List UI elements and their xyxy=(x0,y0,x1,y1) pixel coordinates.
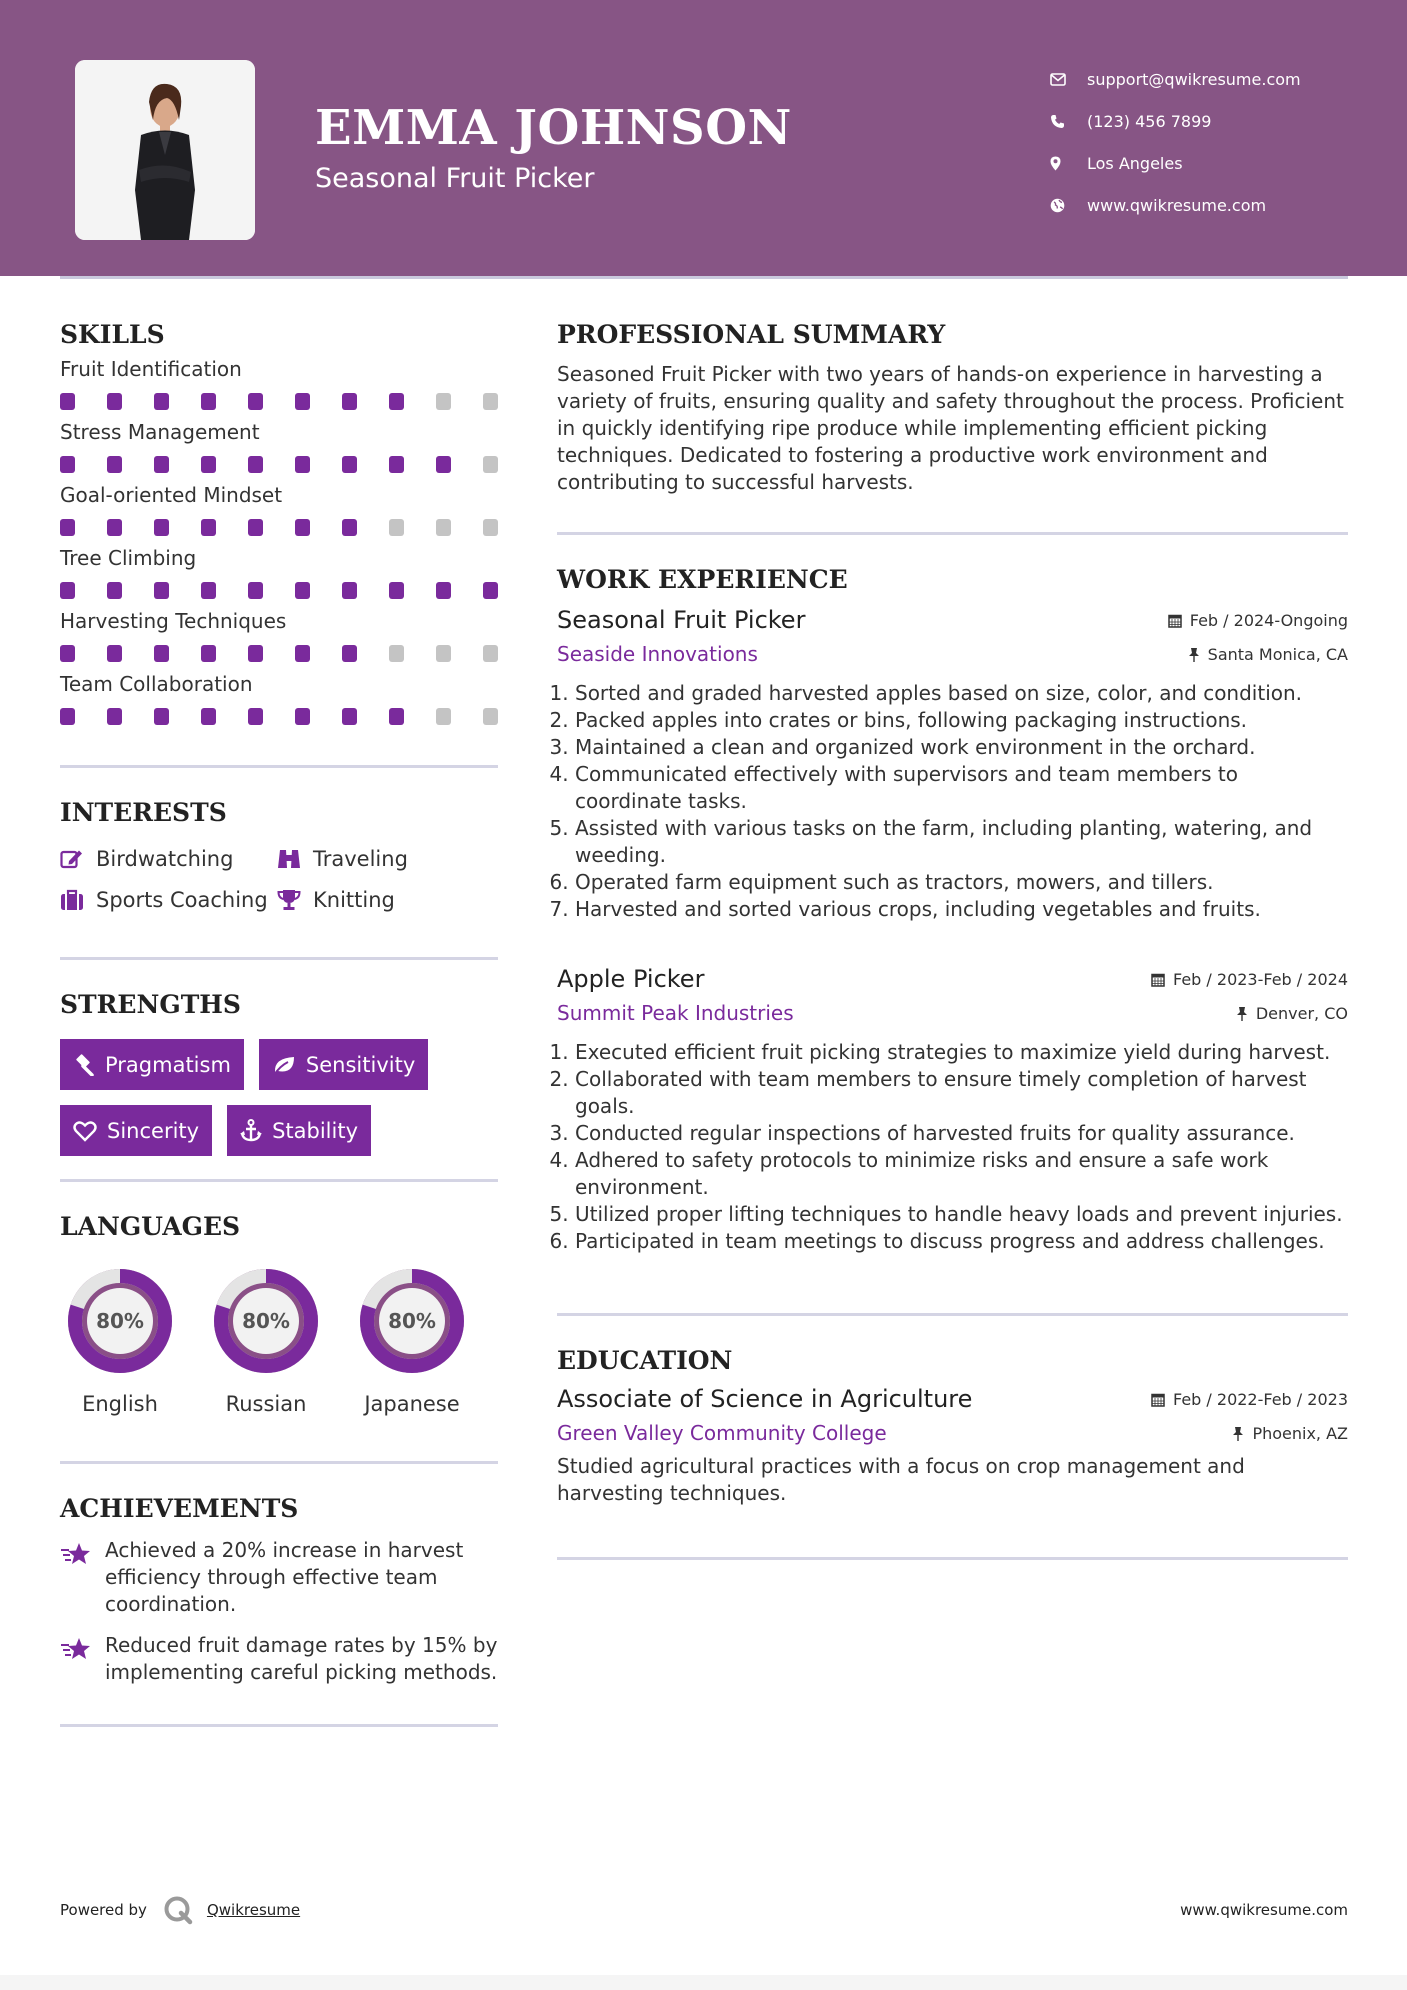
rating-dot-filled xyxy=(389,393,404,410)
page-footer xyxy=(60,1895,1348,1925)
rating-dot-empty xyxy=(436,393,451,410)
job-location-text: Santa Monica, CA xyxy=(1207,644,1348,664)
pin-icon xyxy=(1188,647,1200,662)
language-item xyxy=(206,1261,326,1416)
strength-label: Sensitivity xyxy=(305,1052,416,1077)
list-item: 6. Operated farm equipment such as tractors, mowers, and tillers. xyxy=(575,869,1348,896)
rating-dot-filled xyxy=(389,456,404,473)
skill-rating xyxy=(60,456,498,473)
rating-dot-filled xyxy=(295,645,310,662)
calendar-icon xyxy=(1151,972,1165,987)
language-item xyxy=(60,1261,180,1416)
phone-icon xyxy=(1050,114,1087,129)
interest-label: Sports Coaching xyxy=(96,888,268,912)
rating-dot-filled xyxy=(201,582,216,599)
rating-dot-filled xyxy=(154,393,169,410)
header-divider xyxy=(60,276,1348,279)
rating-dot-filled xyxy=(201,708,216,725)
rating-dot-filled xyxy=(389,582,404,599)
job-entry xyxy=(557,965,1348,1255)
job-location-text: Denver, CO xyxy=(1255,1003,1348,1023)
rating-dot-filled xyxy=(436,456,451,473)
contact-email[interactable] xyxy=(1050,58,1380,100)
contact-email-text: support@qwikresume.com xyxy=(1087,69,1301,89)
language-ring xyxy=(206,1261,326,1381)
rating-dot-filled xyxy=(107,708,122,725)
strength-tag xyxy=(60,1105,212,1156)
rating-dot-filled xyxy=(342,456,357,473)
achievement-item xyxy=(60,1632,498,1686)
contact-location xyxy=(1050,142,1380,184)
rating-dot-empty xyxy=(483,708,498,725)
rating-dot-filled xyxy=(342,645,357,662)
education-title: EDUCATION xyxy=(557,1346,733,1375)
section-divider xyxy=(557,1557,1348,1560)
section-divider xyxy=(60,1724,498,1727)
rating-dot-filled xyxy=(60,393,75,410)
rating-dot-filled xyxy=(60,519,75,536)
pin-icon xyxy=(1236,1006,1248,1021)
rating-dot-empty xyxy=(389,645,404,662)
education-location-text: Phoenix, AZ xyxy=(1252,1423,1348,1443)
page-bottom-band xyxy=(0,1975,1407,1990)
skill-name: Goal-oriented Mindset xyxy=(60,483,283,507)
rating-dot-filled xyxy=(154,645,169,662)
rating-dot-empty xyxy=(436,708,451,725)
rating-dot-filled xyxy=(60,708,75,725)
rating-dot-filled xyxy=(201,393,216,410)
skill-rating xyxy=(60,519,498,536)
strength-tag xyxy=(259,1039,428,1090)
rating-dot-filled xyxy=(248,519,263,536)
interest-label: Traveling xyxy=(313,847,408,871)
language-percent: 80% xyxy=(388,1309,436,1333)
school-name: Green Valley Community College xyxy=(557,1421,887,1445)
language-percent: 80% xyxy=(242,1309,290,1333)
skill-name: Tree Climbing xyxy=(60,546,197,570)
language-percent: 80% xyxy=(96,1309,144,1333)
job-bullets xyxy=(557,680,1348,923)
rating-dot-filled xyxy=(342,393,357,410)
language-item xyxy=(352,1261,472,1416)
calendar-icon xyxy=(1168,613,1182,628)
list-item: 1. Sorted and graded harvested apples based on size, color, and condition. xyxy=(575,680,1348,707)
rating-dot-filled xyxy=(154,519,169,536)
skill-name: Team Collaboration xyxy=(60,672,253,696)
rating-dot-filled xyxy=(342,708,357,725)
skill-item xyxy=(60,357,498,410)
rating-dot-filled xyxy=(154,708,169,725)
contact-location-text: Los Angeles xyxy=(1087,153,1183,173)
rating-dot-filled xyxy=(483,582,498,599)
rating-dot-empty xyxy=(389,519,404,536)
rating-dot-filled xyxy=(342,582,357,599)
rating-dot-filled xyxy=(248,645,263,662)
rating-dot-filled xyxy=(389,708,404,725)
education-location xyxy=(1232,1424,1348,1443)
envelope-icon xyxy=(1050,73,1087,86)
achievement-item xyxy=(60,1537,498,1618)
achievements-list xyxy=(60,1537,498,1686)
section-divider xyxy=(557,1313,1348,1316)
star-icon xyxy=(60,1632,105,1686)
skill-item xyxy=(60,672,498,725)
language-ring xyxy=(60,1261,180,1381)
contact-website[interactable] xyxy=(1050,184,1380,226)
skill-item xyxy=(60,609,498,662)
list-item: 4. Adhered to safety protocols to minimize risks and ensure a safe work environment. xyxy=(575,1147,1348,1201)
rating-dot-filled xyxy=(107,582,122,599)
rating-dot-filled xyxy=(201,645,216,662)
rating-dot-filled xyxy=(60,645,75,662)
pin-icon xyxy=(1232,1426,1244,1441)
rating-dot-filled xyxy=(201,519,216,536)
contact-phone[interactable] xyxy=(1050,100,1380,142)
rating-dot-filled xyxy=(248,582,263,599)
rating-dot-filled xyxy=(295,393,310,410)
rating-dot-filled xyxy=(107,393,122,410)
job-entry xyxy=(557,606,1348,923)
interest-item xyxy=(277,847,497,871)
rating-dot-filled xyxy=(154,582,169,599)
skill-item xyxy=(60,483,498,536)
rating-dot-empty xyxy=(483,519,498,536)
pencil-square-icon xyxy=(60,848,96,870)
skill-rating xyxy=(60,708,498,725)
skills-list xyxy=(60,357,498,725)
qwikresume-logo-icon xyxy=(163,1895,193,1925)
section-divider xyxy=(60,1179,498,1182)
rating-dot-filled xyxy=(295,519,310,536)
skill-item xyxy=(60,546,498,599)
language-name: Japanese xyxy=(364,1392,460,1416)
rating-dot-filled xyxy=(248,708,263,725)
list-item: 6. Participated in team meetings to discuss progress and address challenges. xyxy=(575,1228,1348,1255)
education-date-text: Feb / 2022-Feb / 2023 xyxy=(1173,1390,1348,1409)
leaf-icon xyxy=(272,1054,296,1076)
resume-header xyxy=(0,0,1407,276)
language-name: Russian xyxy=(225,1392,307,1416)
rating-dot-filled xyxy=(248,456,263,473)
job-title: Apple Picker xyxy=(557,965,705,993)
language-ring xyxy=(352,1261,472,1381)
interest-item xyxy=(60,847,277,871)
gavel-icon xyxy=(73,1054,95,1076)
summary-title: PROFESSIONAL SUMMARY xyxy=(557,320,946,349)
footer-website[interactable]: www.qwikresume.com xyxy=(1180,1901,1348,1919)
rating-dot-empty xyxy=(483,645,498,662)
skill-rating xyxy=(60,393,498,410)
rating-dot-filled xyxy=(107,519,122,536)
strength-tag xyxy=(227,1105,371,1156)
job-date xyxy=(1168,611,1348,630)
achievement-text: Achieved a 20% increase in harvest efficiency through effective team coordination. xyxy=(105,1538,464,1616)
strength-label: Sincerity xyxy=(107,1118,200,1143)
rating-dot-empty xyxy=(483,393,498,410)
section-divider xyxy=(557,532,1348,535)
skills-title: SKILLS xyxy=(60,320,165,349)
list-item: 3. Maintained a clean and organized work environment in the orchard. xyxy=(575,734,1348,761)
calendar-icon xyxy=(1151,1392,1165,1407)
interest-label: Birdwatching xyxy=(96,847,234,871)
list-item: 2. Packed apples into crates or bins, following packaging instructions. xyxy=(575,707,1348,734)
map-marker-icon xyxy=(1050,156,1087,171)
company-name: Seaside Innovations xyxy=(557,642,758,666)
achievements-title: ACHIEVEMENTS xyxy=(60,1494,299,1523)
summary-text: Seasoned Fruit Picker with two years of hands-on experience in harvesting a variety of fruits, ensuring quality and safety throughout the process. Proficient in quickly identifying ripe produce while implementing efficient picking techniques. Dedicated to fostering a productive work environment and contributing to successful harvests. xyxy=(557,362,1344,494)
company-name: Summit Peak Industries xyxy=(557,1001,794,1025)
rating-dot-filled xyxy=(60,582,75,599)
candidate-role: Seasonal Fruit Picker xyxy=(315,163,595,194)
interests-list xyxy=(60,847,498,912)
person-portrait-image xyxy=(75,60,255,240)
profile-photo xyxy=(75,60,255,240)
rating-dot-empty xyxy=(436,519,451,536)
briefcase-icon xyxy=(60,889,96,911)
languages-list xyxy=(60,1261,498,1416)
languages-title: LANGUAGES xyxy=(60,1212,241,1241)
experience-title: WORK EXPERIENCE xyxy=(557,565,848,594)
rating-dot-filled xyxy=(201,456,216,473)
brand-link[interactable]: Qwikresume xyxy=(206,1901,301,1919)
skill-name: Stress Management xyxy=(60,420,260,444)
job-date xyxy=(1151,970,1348,989)
rating-dot-filled xyxy=(295,456,310,473)
binoculars-icon xyxy=(277,848,313,870)
star-icon xyxy=(60,1537,105,1618)
candidate-name: EMMA JOHNSON xyxy=(315,100,792,156)
job-location xyxy=(1188,645,1348,664)
strengths-list xyxy=(60,1039,498,1156)
job-date-text: Feb / 2024-Ongoing xyxy=(1189,611,1348,630)
interests-title: INTERESTS xyxy=(60,798,227,827)
job-bullets xyxy=(557,1039,1348,1255)
education-date xyxy=(1151,1390,1348,1409)
powered-by-label: Powered by xyxy=(60,1901,147,1919)
list-item: 5. Utilized proper lifting techniques to handle heavy loads and prevent injuries. xyxy=(575,1201,1348,1228)
section-divider xyxy=(60,957,498,960)
strength-label: Stability xyxy=(272,1118,359,1143)
achievement-text: Reduced fruit damage rates by 15% by implementing careful picking methods. xyxy=(105,1633,498,1684)
powered-by xyxy=(60,1895,300,1925)
skill-rating xyxy=(60,645,498,662)
list-item: 1. Executed efficient fruit picking strategies to maximize yield during harvest. xyxy=(575,1039,1348,1066)
skill-rating xyxy=(60,582,498,599)
anchor-icon xyxy=(240,1119,262,1143)
rating-dot-empty xyxy=(483,456,498,473)
strength-tag xyxy=(60,1039,244,1090)
interest-item xyxy=(277,888,497,912)
rating-dot-filled xyxy=(248,393,263,410)
list-item: 3. Conducted regular inspections of harvested fruits for quality assurance. xyxy=(575,1120,1348,1147)
list-item: 4. Communicated effectively with supervisors and team members to coordinate tasks. xyxy=(575,761,1348,815)
rating-dot-filled xyxy=(107,645,122,662)
heart-icon xyxy=(73,1120,97,1142)
interest-label: Knitting xyxy=(313,888,395,912)
section-divider xyxy=(60,765,498,768)
contact-list xyxy=(1050,58,1380,226)
rating-dot-filled xyxy=(107,456,122,473)
contact-phone-text: (123) 456 7899 xyxy=(1087,111,1212,131)
job-date-text: Feb / 2023-Feb / 2024 xyxy=(1173,970,1348,989)
rating-dot-filled xyxy=(295,582,310,599)
skill-name: Harvesting Techniques xyxy=(60,609,287,633)
skill-name: Fruit Identification xyxy=(60,357,242,381)
list-item: 7. Harvested and sorted various crops, including vegetables and fruits. xyxy=(575,896,1348,923)
strength-label: Pragmatism xyxy=(105,1052,231,1077)
language-name: English xyxy=(82,1392,158,1416)
education-description: Studied agricultural practices with a focus on crop management and harvesting techniques. xyxy=(557,1454,1245,1505)
right-column xyxy=(557,320,1348,1560)
job-title: Seasonal Fruit Picker xyxy=(557,606,806,634)
section-divider xyxy=(60,1461,498,1464)
trophy-icon xyxy=(277,889,313,911)
rating-dot-filled xyxy=(436,582,451,599)
contact-website-text: www.qwikresume.com xyxy=(1087,195,1267,215)
globe-icon xyxy=(1050,198,1087,213)
list-item: 5. Assisted with various tasks on the farm, including planting, watering, and weeding. xyxy=(575,815,1348,869)
rating-dot-filled xyxy=(342,519,357,536)
degree-title: Associate of Science in Agriculture xyxy=(557,1385,973,1413)
left-column xyxy=(60,320,498,1727)
education-entry xyxy=(557,1385,1348,1507)
strengths-title: STRENGTHS xyxy=(60,990,241,1019)
rating-dot-empty xyxy=(436,645,451,662)
list-item: 2. Collaborated with team members to ensure timely completion of harvest goals. xyxy=(575,1066,1348,1120)
job-location xyxy=(1236,1004,1348,1023)
skill-item xyxy=(60,420,498,473)
interest-item xyxy=(60,888,277,912)
rating-dot-filled xyxy=(295,708,310,725)
rating-dot-filled xyxy=(154,456,169,473)
rating-dot-filled xyxy=(60,456,75,473)
